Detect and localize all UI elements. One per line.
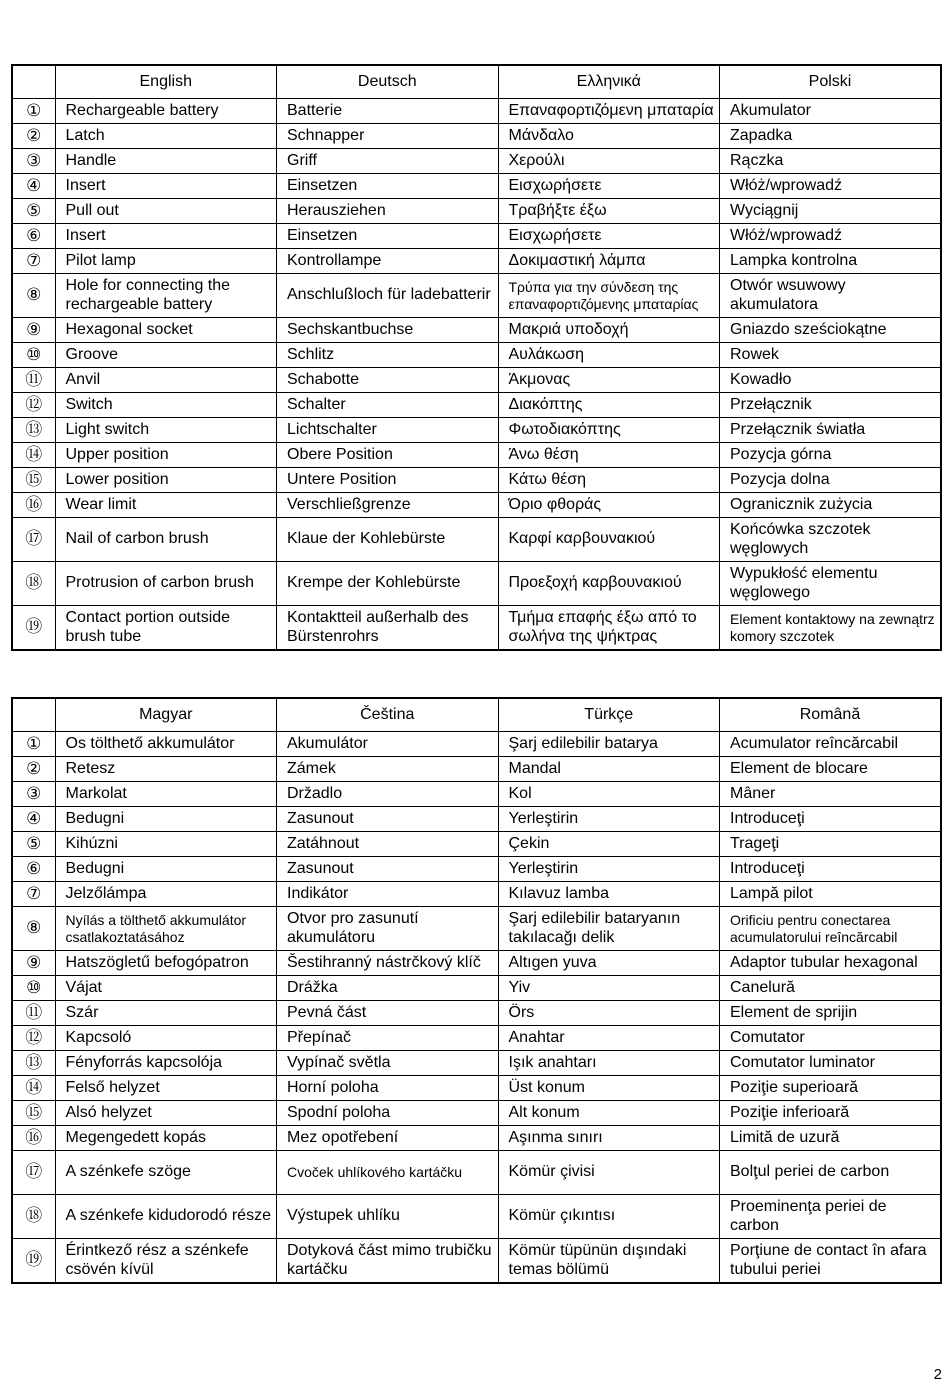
language-header: Română xyxy=(720,698,942,732)
item-number: ⑧ xyxy=(12,274,55,318)
translation-cell: Mez opotřebení xyxy=(277,1126,499,1151)
translation-cell: Μάνδαλο xyxy=(498,124,720,149)
item-number: ② xyxy=(12,757,55,782)
translation-cell: Lampă pilot xyxy=(720,882,942,907)
translation-cell: Einsetzen xyxy=(277,224,499,249)
language-header: Polski xyxy=(720,65,942,99)
translation-cell: Protrusion of carbon brush xyxy=(55,562,277,606)
translation-cell: Bolţul periei de carbon xyxy=(720,1151,942,1195)
translation-cell: Hole for connecting the rechargeable battery xyxy=(55,274,277,318)
translation-cell: Kapcsoló xyxy=(55,1026,277,1051)
item-number: ⑫ xyxy=(12,1026,55,1051)
translation-cell: Lichtschalter xyxy=(277,418,499,443)
table-row xyxy=(12,562,941,606)
translation-cell: Vájat xyxy=(55,976,277,1001)
translation-cell: Spodní poloha xyxy=(277,1101,499,1126)
translation-cell: Alsó helyzet xyxy=(55,1101,277,1126)
item-number: ⑱ xyxy=(12,562,55,606)
item-number: ⑮ xyxy=(12,468,55,493)
translation-cell: Χερούλι xyxy=(498,149,720,174)
item-number: ⑭ xyxy=(12,443,55,468)
table-row xyxy=(12,857,941,882)
item-number: ⑬ xyxy=(12,1051,55,1076)
item-number: ⑰ xyxy=(12,1151,55,1195)
table-row xyxy=(12,368,941,393)
translation-cell: Διακόπτης xyxy=(498,393,720,418)
translation-cell: Krempe der Kohlebürste xyxy=(277,562,499,606)
translation-cell: Adaptor tubular hexagonal xyxy=(720,951,942,976)
translation-cell: Przełącznik światła xyxy=(720,418,942,443)
translation-cell: Pull out xyxy=(55,199,277,224)
translation-cell: Porţiune de contact în afara tubului periei xyxy=(720,1239,942,1284)
translation-cell: Akumulátor xyxy=(277,732,499,757)
translation-cell: Držadlo xyxy=(277,782,499,807)
item-number: ⑤ xyxy=(12,832,55,857)
translation-cell: Limită de uzură xyxy=(720,1126,942,1151)
translation-cell: Herausziehen xyxy=(277,199,499,224)
translation-cell: Einsetzen xyxy=(277,174,499,199)
translation-cell: Schalter xyxy=(277,393,499,418)
header-row xyxy=(12,65,941,99)
number-header xyxy=(12,65,55,99)
translation-cell: Anschlußloch für ladebatterir xyxy=(277,274,499,318)
translation-cell: Introduceţi xyxy=(720,857,942,882)
translation-cell: Cvoček uhlíkového kartáčku xyxy=(277,1151,499,1195)
translation-cell: Üst konum xyxy=(498,1076,720,1101)
item-number: ⑦ xyxy=(12,249,55,274)
translation-cell: Lampka kontrolna xyxy=(720,249,942,274)
translation-cell: Schabotte xyxy=(277,368,499,393)
translation-cell: Klaue der Kohlebürste xyxy=(277,518,499,562)
translation-cell: Sechskantbuchse xyxy=(277,318,499,343)
table-row xyxy=(12,468,941,493)
translation-cell: Επαναφορτιζόμενη μπαταρία xyxy=(498,99,720,124)
item-number: ⑮ xyxy=(12,1101,55,1126)
table-row xyxy=(12,832,941,857)
table-row xyxy=(12,1101,941,1126)
translation-cell: Τρύπα για την σύνδεση της επαναφορτιζόμενης μπαταρίας xyxy=(498,274,720,318)
translation-cell: Light switch xyxy=(55,418,277,443)
table-row xyxy=(12,224,941,249)
table-row xyxy=(12,174,941,199)
translation-cell: Horní poloha xyxy=(277,1076,499,1101)
translation-cell: Přepínač xyxy=(277,1026,499,1051)
translation-cell: Włóż/wprowadź xyxy=(720,224,942,249)
translation-cell: Καρφί καρβουνακιού xyxy=(498,518,720,562)
table-body xyxy=(12,99,941,651)
translation-cell: Výstupek uhlíku xyxy=(277,1195,499,1239)
table-row xyxy=(12,318,941,343)
translation-cell: Acumulator reîncărcabil xyxy=(720,732,942,757)
translation-cell: Orificiu pentru conectarea acumulatorului reîncărcabil xyxy=(720,907,942,951)
translation-cell: Vypínač světla xyxy=(277,1051,499,1076)
item-number: ⑬ xyxy=(12,418,55,443)
table-row xyxy=(12,907,941,951)
translation-cell: Dotyková část mimo trubičku kartáčku xyxy=(277,1239,499,1284)
translation-cell: Εισχωρήσετε xyxy=(498,224,720,249)
translation-cell: Alt konum xyxy=(498,1101,720,1126)
translation-cell: Proeminenţa periei de carbon xyxy=(720,1195,942,1239)
translation-cell: Gniazdo sześciokątne xyxy=(720,318,942,343)
translation-cell: Pozycja górna xyxy=(720,443,942,468)
table-row xyxy=(12,1239,941,1284)
table-row xyxy=(12,1126,941,1151)
translation-cell: Yiv xyxy=(498,976,720,1001)
translation-cell: Άνω θέση xyxy=(498,443,720,468)
table-row xyxy=(12,1076,941,1101)
item-number: ④ xyxy=(12,174,55,199)
item-number: ⑯ xyxy=(12,493,55,518)
table-row xyxy=(12,807,941,832)
translation-cell: Rechargeable battery xyxy=(55,99,277,124)
translation-cell: Batterie xyxy=(277,99,499,124)
table-row xyxy=(12,1151,941,1195)
table-row xyxy=(12,343,941,368)
translation-cell: Schlitz xyxy=(277,343,499,368)
translation-cell: Rączka xyxy=(720,149,942,174)
translation-cell: Kömür tüpünün dışındaki temas bölümü xyxy=(498,1239,720,1284)
item-number: ⑥ xyxy=(12,857,55,882)
translation-cell: Poziţie superioară xyxy=(720,1076,942,1101)
item-number: ⑨ xyxy=(12,318,55,343)
item-number: ② xyxy=(12,124,55,149)
translation-cell: Zapadka xyxy=(720,124,942,149)
item-number: ⑨ xyxy=(12,951,55,976)
item-number: ⑱ xyxy=(12,1195,55,1239)
translation-cell: Groove xyxy=(55,343,277,368)
translation-cell: Εισχωρήσετε xyxy=(498,174,720,199)
translation-cell: Kontaktteil außerhalb des Bürstenrohrs xyxy=(277,606,499,651)
language-header: Čeština xyxy=(277,698,499,732)
language-header: English xyxy=(55,65,277,99)
translation-cell: Poziţie inferioară xyxy=(720,1101,942,1126)
translation-cell: Anvil xyxy=(55,368,277,393)
translation-cell: Schnapper xyxy=(277,124,499,149)
translation-cell: Obere Position xyxy=(277,443,499,468)
translation-cell: Μακριά υποδοχή xyxy=(498,318,720,343)
translation-cell: Nail of carbon brush xyxy=(55,518,277,562)
translation-cell: Yerleştirin xyxy=(498,807,720,832)
translation-cell: Włóż/wprowadź xyxy=(720,174,942,199)
item-number: ⑭ xyxy=(12,1076,55,1101)
translation-cell: Canelură xyxy=(720,976,942,1001)
item-number: ⑪ xyxy=(12,368,55,393)
translation-cell: Szár xyxy=(55,1001,277,1026)
table-row xyxy=(12,99,941,124)
translation-cell: Insert xyxy=(55,224,277,249)
parts-legend-table-1 xyxy=(11,64,942,651)
translation-cell: Kowadło xyxy=(720,368,942,393)
language-header: Türkçe xyxy=(498,698,720,732)
translation-cell: Otwór wsuwowy akumulatora xyxy=(720,274,942,318)
translation-cell: Switch xyxy=(55,393,277,418)
translation-cell: Zasunout xyxy=(277,857,499,882)
number-header xyxy=(12,698,55,732)
table-row xyxy=(12,249,941,274)
translation-cell: Şarj edilebilir batarya xyxy=(498,732,720,757)
table-row xyxy=(12,393,941,418)
translation-cell: Upper position xyxy=(55,443,277,468)
translation-cell: Φωτοδιακόπτης xyxy=(498,418,720,443)
item-number: ③ xyxy=(12,782,55,807)
translation-cell: Κάτω θέση xyxy=(498,468,720,493)
item-number: ① xyxy=(12,99,55,124)
item-number: ⑤ xyxy=(12,199,55,224)
item-number: ⑧ xyxy=(12,907,55,951)
translation-cell: Comutator luminator xyxy=(720,1051,942,1076)
translation-cell: Lower position xyxy=(55,468,277,493)
table-row xyxy=(12,1026,941,1051)
table-row xyxy=(12,1051,941,1076)
translation-cell: Kihúzni xyxy=(55,832,277,857)
translation-cell: Introduceţi xyxy=(720,807,942,832)
table-row xyxy=(12,606,941,651)
translation-cell: Altıgen yuva xyxy=(498,951,720,976)
translation-cell: Şarj edilebilir bataryanın takılacağı delik xyxy=(498,907,720,951)
table-row xyxy=(12,951,941,976)
translation-cell: Comutator xyxy=(720,1026,942,1051)
translation-cell: Işık anahtarı xyxy=(498,1051,720,1076)
translation-cell: Indikátor xyxy=(277,882,499,907)
translation-cell: Rowek xyxy=(720,343,942,368)
translation-cell: Mâner xyxy=(720,782,942,807)
translation-cell: Nyílás a tölthető akkumulátor csatlakoztatásához xyxy=(55,907,277,951)
translation-cell: A szénkefe kidudorodó része xyxy=(55,1195,277,1239)
translation-cell: Otvor pro zasunutí akumulátoru xyxy=(277,907,499,951)
translation-cell: Przełącznik xyxy=(720,393,942,418)
table-row xyxy=(12,149,941,174)
table-row xyxy=(12,124,941,149)
translation-cell: Δοκιμαστική λάμπα xyxy=(498,249,720,274)
table-row xyxy=(12,1001,941,1026)
translation-cell: Końcówka szczotek węglowych xyxy=(720,518,942,562)
translation-cell: Kömür çıkıntısı xyxy=(498,1195,720,1239)
translation-cell: Felső helyzet xyxy=(55,1076,277,1101)
item-number: ③ xyxy=(12,149,55,174)
translation-cell: Verschließgrenze xyxy=(277,493,499,518)
translation-cell: Os tölthető akkumulátor xyxy=(55,732,277,757)
item-number: ⑦ xyxy=(12,882,55,907)
translation-cell: Element de sprijin xyxy=(720,1001,942,1026)
translation-cell: Άκμονας xyxy=(498,368,720,393)
translation-cell: Fényforrás kapcsolója xyxy=(55,1051,277,1076)
translation-cell: Bedugni xyxy=(55,807,277,832)
table-row xyxy=(12,882,941,907)
translation-cell: Çekin xyxy=(498,832,720,857)
translation-cell: Latch xyxy=(55,124,277,149)
translation-cell: A szénkefe szöge xyxy=(55,1151,277,1195)
translation-cell: Kontrollampe xyxy=(277,249,499,274)
item-number: ⑲ xyxy=(12,1239,55,1284)
table-row xyxy=(12,443,941,468)
translation-cell: Markolat xyxy=(55,782,277,807)
translation-cell: Yerleştirin xyxy=(498,857,720,882)
translation-cell: Érintkező rész a szénkefe csövén kívül xyxy=(55,1239,277,1284)
table-row xyxy=(12,782,941,807)
language-header: Deutsch xyxy=(277,65,499,99)
item-number: ① xyxy=(12,732,55,757)
translation-cell: Wyciągnij xyxy=(720,199,942,224)
table-row xyxy=(12,732,941,757)
translation-cell: Element de blocare xyxy=(720,757,942,782)
table-row xyxy=(12,1195,941,1239)
parts-legend-table-2 xyxy=(11,697,942,1284)
table-row xyxy=(12,976,941,1001)
translation-cell: Ogranicznik zużycia xyxy=(720,493,942,518)
translation-cell: Pilot lamp xyxy=(55,249,277,274)
translation-cell: Zatáhnout xyxy=(277,832,499,857)
translation-cell: Element kontaktowy na zewnątrz komory szczotek xyxy=(720,606,942,651)
item-number: ⑰ xyxy=(12,518,55,562)
translation-cell: Megengedett kopás xyxy=(55,1126,277,1151)
translation-cell: Contact portion outside brush tube xyxy=(55,606,277,651)
translation-cell: Pozycja dolna xyxy=(720,468,942,493)
translation-cell: Trageţi xyxy=(720,832,942,857)
translation-cell: Drážka xyxy=(277,976,499,1001)
table-row xyxy=(12,418,941,443)
table-row xyxy=(12,274,941,318)
translation-cell: Όριο φθοράς xyxy=(498,493,720,518)
item-number: ⑩ xyxy=(12,976,55,1001)
header-row xyxy=(12,698,941,732)
translation-cell: Anahtar xyxy=(498,1026,720,1051)
translation-cell: Mandal xyxy=(498,757,720,782)
translation-cell: Jelzőlámpa xyxy=(55,882,277,907)
translation-cell: Zámek xyxy=(277,757,499,782)
translation-cell: Τμήμα επαφής έξω από το σωλήνα της ψήκτρας xyxy=(498,606,720,651)
translation-cell: Retesz xyxy=(55,757,277,782)
item-number: ⑪ xyxy=(12,1001,55,1026)
translation-cell: Kol xyxy=(498,782,720,807)
translation-cell: Akumulator xyxy=(720,99,942,124)
translation-cell: Šestihranný nástrčkový klíč xyxy=(277,951,499,976)
translation-cell: Kömür çivisi xyxy=(498,1151,720,1195)
translation-cell: Aşınma sınırı xyxy=(498,1126,720,1151)
translation-cell: Griff xyxy=(277,149,499,174)
translation-cell: Kılavuz lamba xyxy=(498,882,720,907)
item-number: ⑫ xyxy=(12,393,55,418)
table-row xyxy=(12,518,941,562)
translation-cell: Insert xyxy=(55,174,277,199)
table-row xyxy=(12,493,941,518)
item-number: ⑲ xyxy=(12,606,55,651)
item-number: ⑥ xyxy=(12,224,55,249)
translation-cell: Wypukłość elementu węglowego xyxy=(720,562,942,606)
language-header: Ελληνικά xyxy=(498,65,720,99)
translation-cell: Handle xyxy=(55,149,277,174)
item-number: ⑯ xyxy=(12,1126,55,1151)
translation-cell: Untere Position xyxy=(277,468,499,493)
translation-cell: Bedugni xyxy=(55,857,277,882)
item-number: ④ xyxy=(12,807,55,832)
table-row xyxy=(12,757,941,782)
language-header: Magyar xyxy=(55,698,277,732)
table-row xyxy=(12,199,941,224)
translation-cell: Τραβήξτε έξω xyxy=(498,199,720,224)
translation-cell: Hatszögletű befogópatron xyxy=(55,951,277,976)
translation-cell: Zasunout xyxy=(277,807,499,832)
translation-cell: Hexagonal socket xyxy=(55,318,277,343)
translation-cell: Pevná část xyxy=(277,1001,499,1026)
table-body xyxy=(12,732,941,1284)
translation-cell: Wear limit xyxy=(55,493,277,518)
item-number: ⑩ xyxy=(12,343,55,368)
page-number: 2 xyxy=(933,1366,942,1383)
translation-cell: Örs xyxy=(498,1001,720,1026)
translation-cell: Αυλάκωση xyxy=(498,343,720,368)
translation-cell: Προεξοχή καρβουνακιού xyxy=(498,562,720,606)
